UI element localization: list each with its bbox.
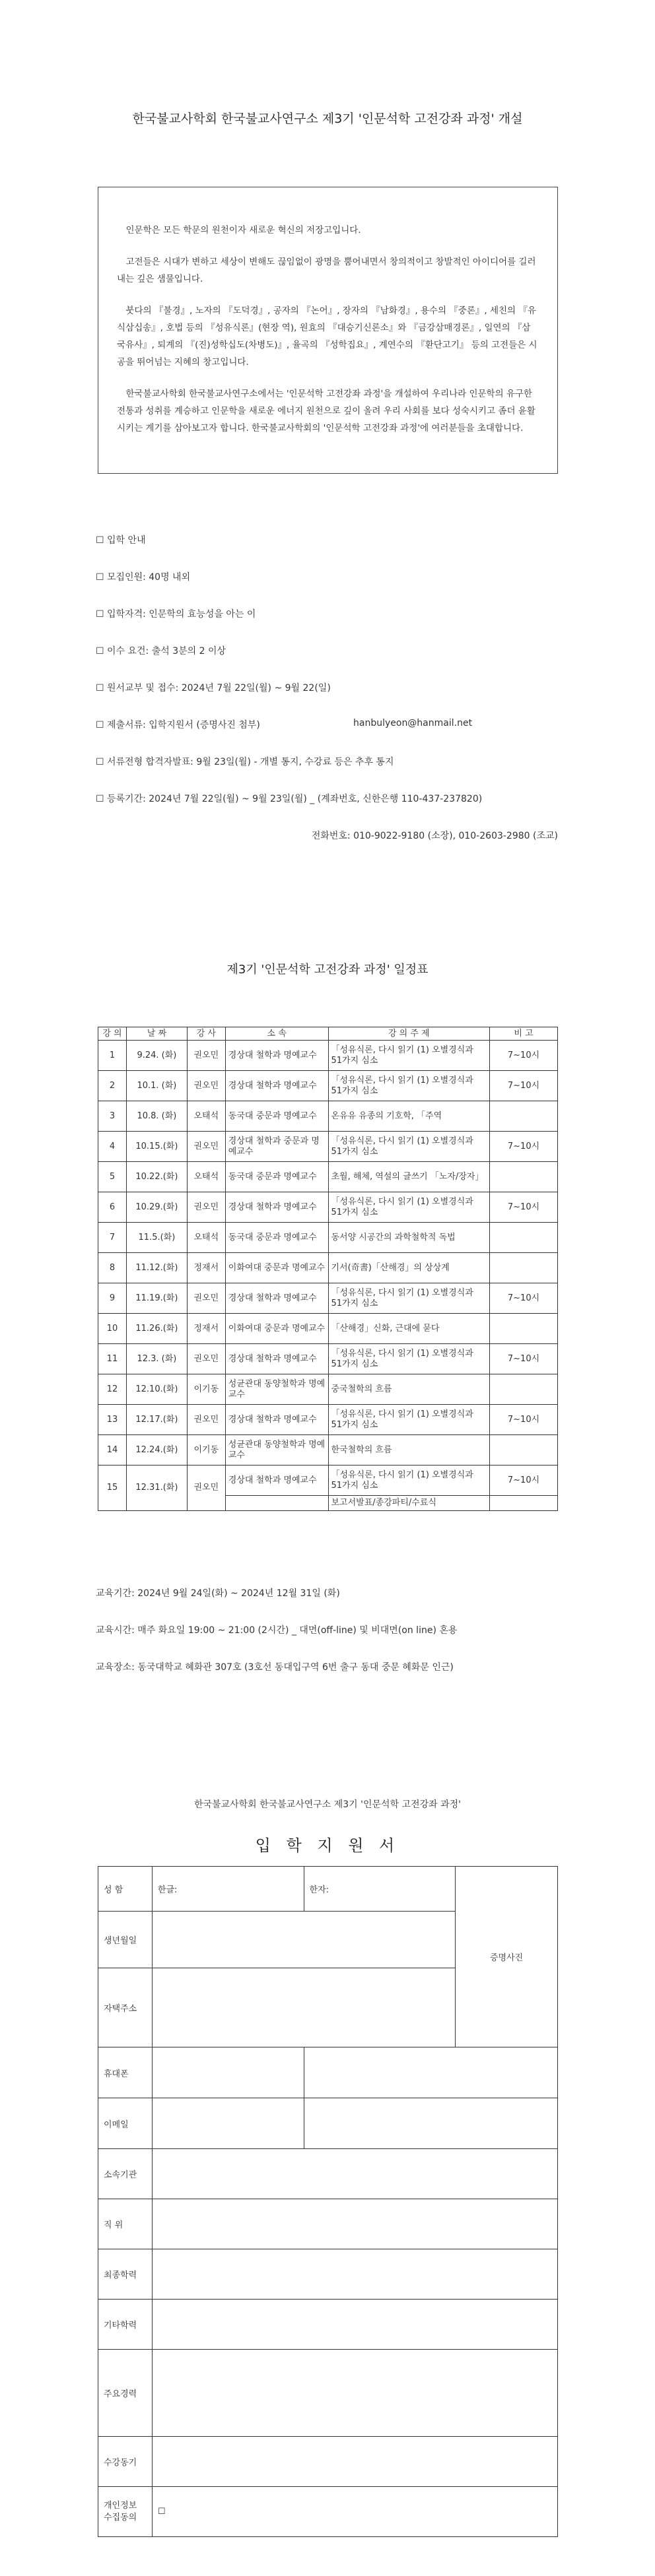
cell-note: 7~10시 (490, 1405, 558, 1435)
cell-topic: 한국철학의 흐름 (328, 1435, 490, 1465)
cell-topic: 초월, 해체, 역설의 글쓰기 「노자/장자」 (328, 1162, 490, 1192)
schedule-table (98, 1027, 558, 1511)
course-place: 교육장소: 동국대학교 혜화관 307호 (3호선 동대입구역 6번 출구 동대 중문 혜화문 인근) (96, 1662, 454, 1673)
contact-phone: 전화번호: 010-9022-9180 (소장), 010-2603-2980 (조교) (311, 831, 558, 841)
cell-date: 12.17.(화) (126, 1405, 187, 1435)
cell-lecturer: 오태석 (187, 1223, 225, 1253)
admission-heading: ☐ 입학 안내 (96, 535, 146, 546)
cell-note (490, 1253, 558, 1283)
cell-lecturer: 권오민 (187, 1041, 225, 1071)
header-note: 비 고 (490, 1027, 558, 1041)
cell-date: 10.1. (화) (126, 1071, 187, 1101)
cell-topic: 온유유 유종의 기호학, 「주역 (328, 1101, 490, 1132)
application-subtitle: 한국불교사학회 한국불교사연구소 제3기 '인문석학 고전강좌 과정' (193, 1799, 461, 1810)
other-education-field[interactable] (152, 2300, 557, 2350)
table-row (98, 1223, 558, 1253)
cell-lecturer: 정재서 (187, 1314, 225, 1344)
header-affiliation: 소 속 (225, 1027, 328, 1041)
admission-results: ☐ 서류전형 합격자발표: 9월 23일(월) - 개별 통지, 수강료 등은 추후 통지 (96, 757, 394, 767)
email-extra-field[interactable] (304, 2098, 557, 2149)
cell-affiliation: 경상대 철학과 명예교수 (225, 1041, 328, 1071)
cell-note: 7~10시 (490, 1071, 558, 1101)
cell-affiliation: 경상대 철학과 명예교수 (225, 1192, 328, 1223)
page-title: 한국불교사학회 한국불교사연구소 제3기 '인문석학 고전강좌 과정' 개설 (132, 112, 523, 126)
label-other-education: 기타학력 (98, 2300, 153, 2350)
admission-registration: ☐ 등록기간: 2024년 7월 22일(월) ~ 9월 23일(월) _ (계좌번호, 신한은행 110-437-237820) (96, 794, 483, 804)
cell-date: 12.3. (화) (126, 1344, 187, 1374)
cell-no: 11 (98, 1344, 127, 1374)
cell-lecturer: 오태석 (187, 1162, 225, 1192)
admission-requirement: ☐ 이수 요건: 출석 3분의 2 이상 (96, 646, 226, 657)
cell-topic: 동서양 시공간의 과학철학적 독법 (328, 1223, 490, 1253)
label-career: 주요경력 (98, 2350, 153, 2437)
cell-note: 7~10시 (490, 1192, 558, 1223)
cell-no: 4 (98, 1132, 127, 1162)
position-field[interactable] (152, 2199, 557, 2249)
intro-paragraph: 붓다의 『불경』, 노자의 『도덕경』, 공자의 『논어』, 장자의 『남화경』, 용수의 『중론』, 세친의 『유식삼십송』, 호법 등의 『성유식론』(현장 역), 원효의 『대승기신론소』와 『금강삼매경론』, 일연의 『삼국유사』, 퇴계의 『(진)성학십도(차병도)』, 율곡의 『성학집요』, 계연수의 『환단고기』 등의 고전들은 시공을 뛰어넘는 지혜의 창고입니다. (117, 306, 537, 368)
cell-lecturer: 권오민 (187, 1283, 225, 1314)
label-address: 자택주소 (98, 1968, 153, 2047)
label-name: 성 함 (98, 1867, 153, 1912)
table-row (98, 1192, 558, 1223)
cell-date: 10.8. (화) (126, 1101, 187, 1132)
table-row (98, 1132, 558, 1162)
label-mobile: 휴대폰 (98, 2047, 153, 2098)
cell-affiliation: 경상대 철학과 명예교수 (225, 1071, 328, 1101)
table-row (98, 1314, 558, 1344)
label-birth: 생년월일 (98, 1912, 153, 1968)
cell-topic: 「성유식론, 다시 읽기 (1) 오별경식과 51가지 심소 (328, 1465, 490, 1496)
cell-affiliation: 동국대 중문과 명예교수 (225, 1162, 328, 1192)
table-row (98, 1101, 558, 1132)
affiliation-field[interactable] (152, 2149, 557, 2199)
cell-lecturer: 정재서 (187, 1253, 225, 1283)
table-row (98, 1041, 558, 1071)
cell-topic: 기서(奇書)「산해경」의 상상계 (328, 1253, 490, 1283)
cell-lecturer: 이기동 (187, 1435, 225, 1465)
label-email: 이메일 (98, 2098, 153, 2149)
cell-date: 12.31.(화) (126, 1465, 187, 1511)
cell-note: 7~10시 (490, 1465, 558, 1496)
privacy-checkbox[interactable]: ☐ (152, 2487, 557, 2537)
cell-note (490, 1223, 558, 1253)
admission-documents: ☐ 제출서류: 입학지원서 (증명사진 첨부) (96, 720, 260, 730)
cell-lecturer: 이기동 (187, 1374, 225, 1405)
admission-application-period: ☐ 원서교부 및 접수: 2024년 7월 22일(월) ~ 9월 22(일) (96, 683, 331, 693)
table-row (98, 1071, 558, 1101)
table-row (98, 1465, 558, 1496)
education-field[interactable] (152, 2249, 557, 2300)
intro-box (98, 187, 558, 474)
cell-topic: 「성유식론, 다시 읽기 (1) 오별경식과 51가지 심소 (328, 1132, 490, 1162)
cell-affiliation: 경상대 철학과 명예교수 (225, 1405, 328, 1435)
table-row (98, 1435, 558, 1465)
cell-affiliation: 이화여대 중문과 명예교수 (225, 1253, 328, 1283)
label-motivation: 수강동기 (98, 2437, 153, 2487)
cell-affiliation: 동국대 중문과 명예교수 (225, 1223, 328, 1253)
cell-affiliation: 경상대 철학과 명예교수 (225, 1283, 328, 1314)
cell-note: 7~10시 (490, 1283, 558, 1314)
cell-no: 5 (98, 1162, 127, 1192)
cell-date: 11.5.(화) (126, 1223, 187, 1253)
cell-note (490, 1162, 558, 1192)
cell-note: 7~10시 (490, 1041, 558, 1071)
career-field[interactable] (152, 2350, 557, 2437)
cell-topic: 중국철학의 흐름 (328, 1374, 490, 1405)
name-hanja-field[interactable]: 한자: (304, 1867, 456, 1912)
cell-topic: 「산해경」신화, 근대에 묻다 (328, 1314, 490, 1344)
cell-affiliation: 동국대 중문과 명예교수 (225, 1101, 328, 1132)
name-korean-field[interactable]: 한글: (152, 1867, 304, 1912)
cell-date: 11.19.(화) (126, 1283, 187, 1314)
table-row (98, 1162, 558, 1192)
cell-affiliation: 이화여대 중문과 명예교수 (225, 1314, 328, 1344)
cell-note: 7~10시 (490, 1344, 558, 1374)
header-topic: 강 의 주 제 (328, 1027, 490, 1041)
motivation-field[interactable] (152, 2437, 557, 2487)
label-affiliation: 소속기관 (98, 2149, 153, 2199)
table-row (98, 1344, 558, 1374)
cell-affiliation: 경상대 철학과 명예교수 (225, 1465, 328, 1496)
cell-note (490, 1435, 558, 1465)
cell-no: 14 (98, 1435, 127, 1465)
cell-date: 12.24.(화) (126, 1435, 187, 1465)
contact-email[interactable]: hanbulyeon@hanmail.net (353, 718, 473, 728)
cell-lecturer: 권오민 (187, 1132, 225, 1162)
cell-lecturer: 오태석 (187, 1101, 225, 1132)
cell-topic: 「성유식론, 다시 읽기 (1) 오별경식과 51가지 심소 (328, 1041, 490, 1071)
cell-topic: 「성유식론, 다시 읽기 (1) 오별경식과 51가지 심소 (328, 1071, 490, 1101)
cell-affiliation: 경상대 철학과 중문과 명예교수 (225, 1132, 328, 1162)
cell-no: 3 (98, 1101, 127, 1132)
cell-no: 15 (98, 1465, 127, 1511)
cell-lecturer: 권오민 (187, 1465, 225, 1511)
cell-no: 10 (98, 1314, 127, 1344)
cell-note (490, 1101, 558, 1132)
cell-date: 12.10.(화) (126, 1374, 187, 1405)
table-row (98, 1253, 558, 1283)
cell-date: 10.15.(화) (126, 1132, 187, 1162)
application-title: 입 학 지 원 서 (255, 1836, 400, 1855)
intro-paragraph: 한국불교사학회 한국불교사연구소에서는 '인문석학 고전강좌 과정'을 개설하여 우리나라 인문학의 유구한 전통과 성취를 계승하고 인문학을 새로운 에너지 원천으로 깊이 올려 우리 사회를 보다 성숙시키고 좀더 윤활시키는 계기를 삼아보고자 합니다. 한국불교사학회의 '인문석학 고전강좌 과정'에 여러분들을 초대합니다. (117, 389, 535, 434)
cell-note (490, 1374, 558, 1405)
course-period: 교육기간: 2024년 9월 24일(화) ~ 2024년 12월 31일 (화) (96, 1588, 340, 1599)
birth-field[interactable] (152, 1912, 455, 1968)
header-date: 날 짜 (126, 1027, 187, 1041)
cell-topic: 「성유식론, 다시 읽기 (1) 오별경식과 51가지 심소 (328, 1405, 490, 1435)
table-row (98, 1405, 558, 1435)
cell-no: 13 (98, 1405, 127, 1435)
cell-lecturer: 권오민 (187, 1192, 225, 1223)
cell-lecturer: 권오민 (187, 1071, 225, 1101)
cell-no: 8 (98, 1253, 127, 1283)
cell-date: 11.26.(화) (126, 1314, 187, 1344)
cell-no: 6 (98, 1192, 127, 1223)
cell-affiliation: 경상대 철학과 명예교수 (225, 1344, 328, 1374)
application-form (98, 1866, 558, 2537)
mobile-field[interactable] (152, 2047, 304, 2098)
mobile-extra-field[interactable] (304, 2047, 557, 2098)
header-lecturer: 강 사 (187, 1027, 225, 1041)
cell-topic: 「성유식론, 다시 읽기 (1) 오별경식과 51가지 심소 (328, 1344, 490, 1374)
cell-topic: 「성유식론, 다시 읽기 (1) 오별경식과 51가지 심소 (328, 1192, 490, 1223)
cell-lecturer: 권오민 (187, 1405, 225, 1435)
admission-eligibility: ☐ 입학자격: 인문학의 효능성을 아는 이 (96, 609, 256, 620)
header-no: 강 의 (98, 1027, 127, 1041)
table-row (98, 1283, 558, 1314)
photo-box[interactable]: 증명사진 (456, 1867, 558, 2047)
schedule-title: 제3기 '인문석학 고전강좌 과정' 일정표 (226, 963, 429, 977)
schedule-header-row (98, 1027, 558, 1041)
cell-date: 11.12.(화) (126, 1253, 187, 1283)
cell-no: 7 (98, 1223, 127, 1253)
cell-no: 2 (98, 1071, 127, 1101)
cell-no: 12 (98, 1374, 127, 1405)
cell-date: 10.22.(화) (126, 1162, 187, 1192)
cell-no: 1 (98, 1041, 127, 1071)
cell-note (490, 1314, 558, 1344)
label-position: 직 위 (98, 2199, 153, 2249)
label-education: 최종학력 (98, 2249, 153, 2300)
cell-note: 7~10시 (490, 1132, 558, 1162)
intro-paragraph: 고전들은 시대가 변하고 세상이 변해도 끊임없이 광명을 뿜어내면서 창의적이고 창발적인 아이디어를 길러내는 깊은 샘물입니다. (117, 257, 536, 284)
table-row (98, 1374, 558, 1405)
cell-topic: 「성유식론, 다시 읽기 (1) 오별경식과 51가지 심소 (328, 1283, 490, 1314)
email-field[interactable] (152, 2098, 304, 2149)
cell-lecturer: 권오민 (187, 1344, 225, 1374)
label-privacy: 개인정보 수집동의 (98, 2487, 153, 2537)
cell-date: 9.24. (화) (126, 1041, 187, 1071)
cell-no: 9 (98, 1283, 127, 1314)
admission-capacity: ☐ 모집인원: 40명 내외 (96, 572, 191, 583)
cell-affiliation: 성균관대 동양철학과 명예교수 (225, 1435, 328, 1465)
intro-paragraph: 인문학은 모든 학문의 원천이자 새로운 혁신의 저장고입니다. (125, 225, 361, 236)
course-time: 교육시간: 매주 화요일 19:00 ~ 21:00 (2시간) _ 대면(off-line) 및 비대면(on line) 혼용 (96, 1625, 458, 1636)
cell-affiliation: 성균관대 동양철학과 명예교수 (225, 1374, 328, 1405)
cell-date: 10.29.(화) (126, 1192, 187, 1223)
cell-final-topic: 보고서발표/종강파티/수료식 (328, 1496, 490, 1511)
address-field[interactable] (152, 1968, 455, 2047)
